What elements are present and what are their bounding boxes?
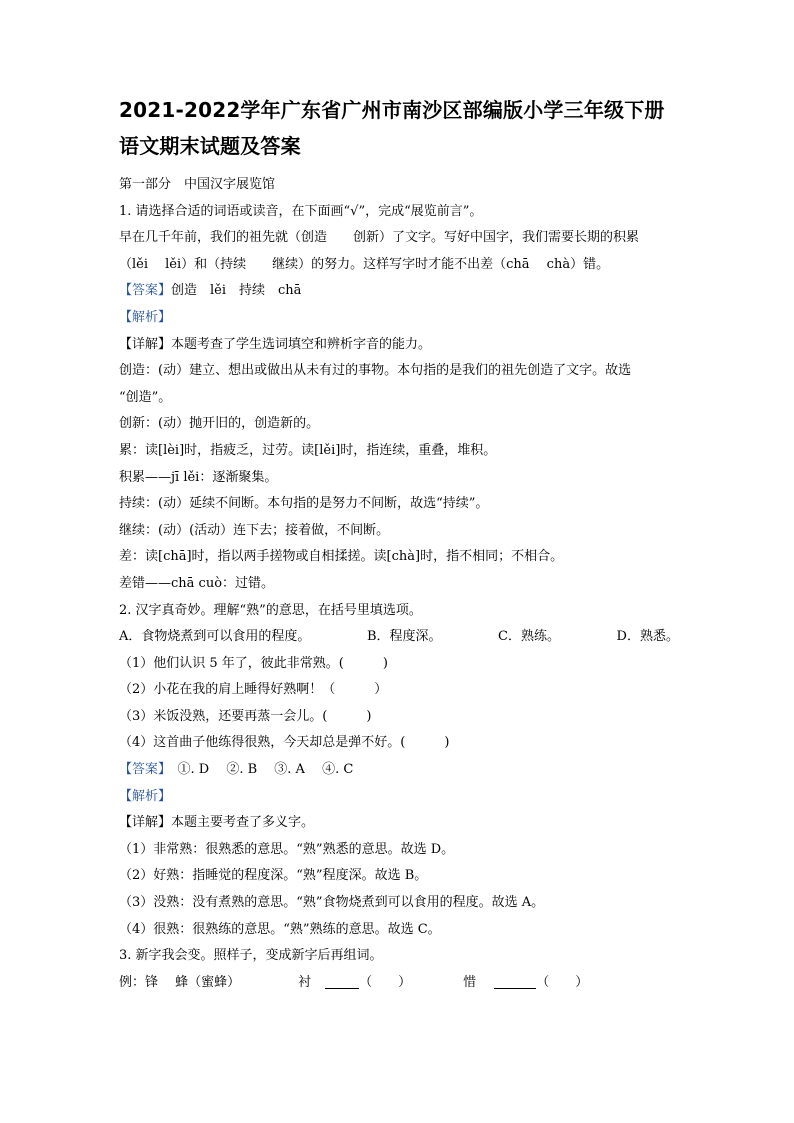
- q1-explain-7: 差：读[chā]时，指以两手搓物或自相揉搓。读[chà]时，指不相同；不相合。: [119, 549, 564, 565]
- q2-answer: [119, 757, 679, 784]
- q2-explain-1: （1）非常熟：很熟悉的意思。“熟”熟悉的意思。故选 D。: [119, 841, 455, 857]
- q2-explain-2: （2）好熟：指睡觉的程度深。“熟”程度深。故选 B。: [119, 868, 428, 884]
- q1-text-2: （lěi lěi）和（持续 继续）的努力。这样写字时才能不出差（chā chà）错。: [119, 256, 610, 272]
- q3-paren-2: （ ）: [536, 974, 589, 990]
- q2-option-c: C．熟练。: [498, 629, 560, 645]
- q1-answer: [119, 278, 679, 305]
- q2-detail-text: 本题主要考查了多义字。: [171, 815, 315, 831]
- q1-detail: [119, 332, 679, 359]
- q1-text-1: 早在几千年前，我们的祖先就（创造 创新）了文字。写好中国字，我们需要长期的积累: [119, 230, 640, 246]
- q3-paren-1: （ ）: [359, 974, 412, 990]
- q1-analysis-tag: 【解析】: [119, 309, 172, 325]
- q1-explain-2: 创新：(动）抛开旧的，创造新的。: [119, 416, 320, 432]
- document-page: [119, 92, 679, 996]
- q3-stem: 3. 新字我会变。照样子，变成新字后再组词。: [119, 948, 383, 964]
- q2-stem: 2. 汉字真奇妙。理解“熟”的意思，在括号里填选项。: [119, 602, 422, 618]
- q2-sentence-4: （4）这首曲子他练得很熟，今天却总是弹不好。( ): [119, 735, 450, 751]
- q3-blank-2[interactable]: [494, 974, 536, 989]
- q3-example: 例：锋 蜂（蜜蜂）: [119, 974, 241, 990]
- q2-option-d: D．熟悉。: [616, 629, 679, 645]
- part-heading: 第一部分 中国汉字展览馆: [119, 177, 276, 192]
- q2-option-a: A．食物烧煮到可以食用的程度。: [119, 629, 311, 645]
- document-title-line-1: 2021-2022学年广东省广州市南沙区部编版小学三年级下册: [119, 98, 665, 122]
- q2-answer-text: ①. D ②. B ③. A ④. C: [164, 762, 354, 778]
- q3-char-2: 惜: [463, 974, 477, 990]
- q2-detail: [119, 810, 679, 837]
- q1-explain-6: 继续：(动）(活动）连下去；接着做，不间断。: [119, 522, 390, 538]
- answer-tag: 【答案】: [119, 283, 172, 299]
- q2-sentence-1: （1）他们认识 5 年了，彼此非常熟。( ): [119, 655, 388, 671]
- answer-tag: 【答案】: [119, 762, 165, 778]
- detail-tag: 【详解】: [119, 336, 172, 352]
- q2-options: [119, 624, 679, 651]
- q1-explain-1: 创造：(动）建立、想出或做出从未有过的事物。本句指的是我们的祖先创造了文字。故选: [119, 363, 632, 379]
- detail-tag: 【详解】: [119, 815, 172, 831]
- document-title-line-2: 语文期末试题及答案: [119, 134, 301, 158]
- q1-explain-3: 累：读[lèi]时，指疲乏，过劳。读[lěi]时，指连续，重叠，堆积。: [119, 442, 497, 458]
- q2-sentence-2: （2）小花在我的肩上睡得好熟啊！（ ）: [119, 682, 388, 698]
- q1-explain-1b: “创造”。: [119, 389, 172, 405]
- q1-stem: 1. 请选择合适的词语或读音，在下面画“√”，完成“展览前言”。: [119, 203, 483, 219]
- q2-sentence-3: （3）米饭没熟，还要再蒸一会儿。( ): [119, 708, 372, 724]
- q1-answer-text: 创造 lěi 持续 chā: [171, 283, 302, 299]
- q2-explain-3: （3）没熟：没有煮熟的意思。“熟”食物烧煮到可以食用的程度。故选 A。: [119, 895, 545, 911]
- q2-analysis-tag: 【解析】: [119, 788, 172, 804]
- q3-blank-1[interactable]: [325, 974, 359, 989]
- q1-detail-text: 本题考查了学生选词填空和辨析字音的能力。: [171, 336, 432, 352]
- q3-char-1: 衬: [298, 974, 312, 990]
- q1-explain-4: 积累——jī lěi：逐渐聚集。: [119, 469, 278, 485]
- q1-explain-8: 差错——chā cuò：过错。: [119, 575, 275, 591]
- q2-option-b: B．程度深。: [366, 629, 442, 645]
- q3-example-row: [119, 970, 679, 997]
- q2-explain-4: （4）很熟：很熟练的意思。“熟”熟练的意思。故选 C。: [119, 921, 441, 937]
- q1-explain-5: 持续：(动）延续不间断。本句指的是努力不间断，故选“持续”。: [119, 496, 489, 512]
